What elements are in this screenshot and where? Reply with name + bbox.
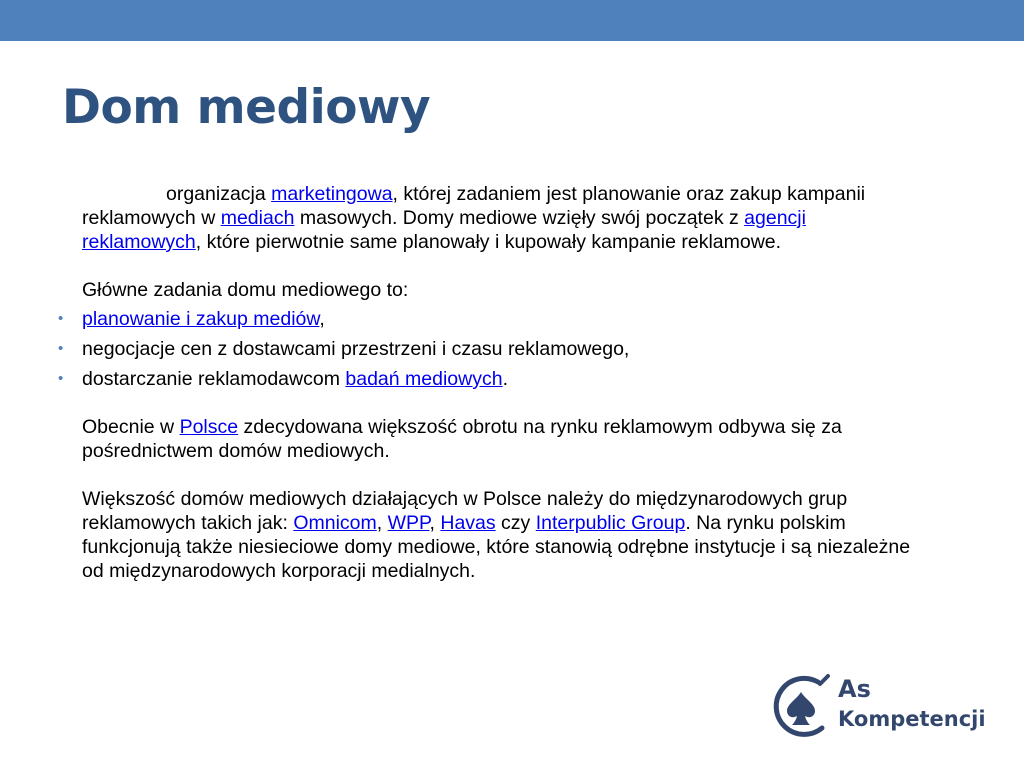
- link-havas[interactable]: Havas: [440, 512, 496, 534]
- bullet-icon: •: [58, 310, 64, 327]
- groups-text-2: . Na rynku polskim funkcjonują także niesieciowe domy mediowe, które stanowią odrębne instytucje i są niezależne od międzynarodowych korporacji medialnych.: [82, 512, 911, 582]
- groups-text-1: Większość domów mediowych działających w Polsce należy do międzynarodowych grup reklamowych takich jak:: [82, 488, 848, 534]
- intro-text-3: masowych. Domy mediowe wzięły swój początek z: [294, 207, 745, 229]
- link-badan-mediowych[interactable]: badań mediowych: [345, 368, 503, 390]
- bullet-icon: •: [58, 370, 64, 387]
- groups-separator: czy: [495, 512, 536, 534]
- link-polsce[interactable]: Polsce: [179, 416, 239, 438]
- list-item-suffix: .: [502, 368, 508, 390]
- intro-text-1: organizacja: [166, 183, 272, 205]
- link-omnicom[interactable]: Omnicom: [293, 512, 377, 534]
- link-planowanie-i-zakup-mediow[interactable]: planowanie i zakup mediów: [82, 308, 320, 330]
- spade-icon: [770, 672, 832, 740]
- link-marketingowa[interactable]: marketingowa: [271, 183, 393, 205]
- groups-separator: ,: [429, 512, 441, 534]
- as-kompetencji-logo: [770, 668, 1000, 744]
- link-mediach[interactable]: mediach: [220, 207, 295, 229]
- list-item-suffix: ,: [319, 308, 325, 330]
- tasks-list: [58, 307, 922, 391]
- intro-text-2: , której zadaniem jest planowanie oraz zakup kampanii reklamowych w: [82, 183, 866, 229]
- list-item: [58, 307, 922, 331]
- link-wpp[interactable]: WPP: [387, 512, 430, 534]
- poland-text-2: zdecydowana większość obrotu na rynku reklamowym odbywa się za pośrednictwem domów mediowych.: [82, 416, 842, 462]
- logo-line-1: As: [838, 675, 871, 703]
- intro-text-4: , które pierwotnie same planowały i kupowały kampanie reklamowe.: [195, 231, 782, 253]
- slide-title: Dom mediowy: [62, 80, 431, 135]
- bullet-icon: •: [58, 340, 64, 357]
- list-item: [58, 337, 922, 361]
- slide-content: [58, 182, 922, 583]
- list-item-text: negocjacje cen z dostawcami przestrzeni i czasu reklamowego,: [82, 338, 630, 360]
- list-item-text: dostarczanie reklamodawcom: [82, 368, 346, 390]
- intro-paragraph: [82, 182, 922, 254]
- link-agencji-reklamowych[interactable]: agencji reklamowych: [82, 207, 806, 253]
- poland-paragraph: [82, 415, 922, 463]
- logo-line-2: Kompetencji: [838, 707, 986, 731]
- list-item: [58, 367, 922, 391]
- groups-paragraph: [82, 487, 922, 583]
- top-accent-bar: [0, 0, 1024, 41]
- link-interpublic-group[interactable]: Interpublic Group: [535, 512, 686, 534]
- poland-text-1: Obecnie w: [82, 416, 180, 438]
- groups-separator: ,: [376, 512, 388, 534]
- tasks-heading: Główne zadania domu mediowego to:: [82, 279, 409, 301]
